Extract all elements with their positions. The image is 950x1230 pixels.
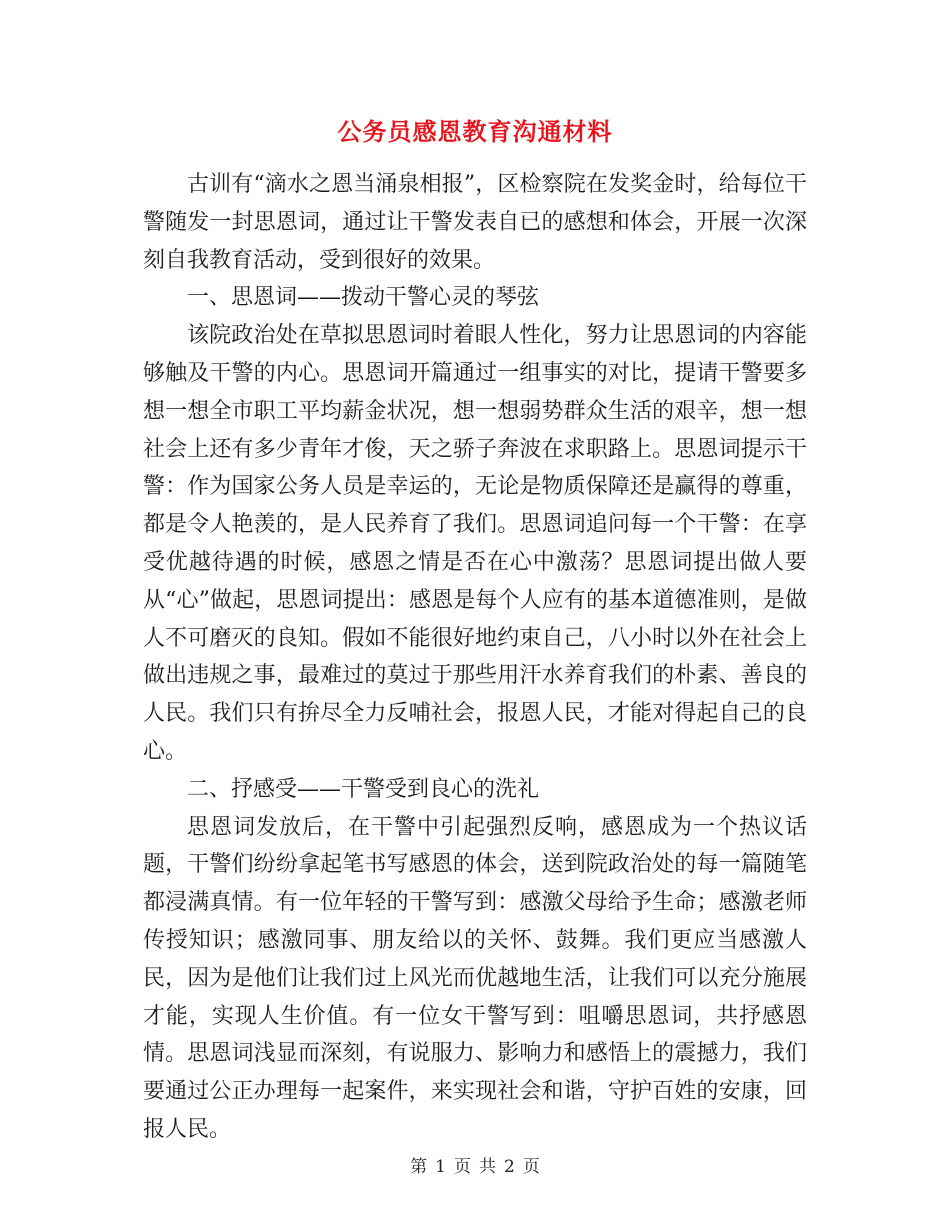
- footer-label-total: 共: [479, 1157, 496, 1177]
- paragraph-section-2: 思恩词发放后，在干警中引起强烈反响，感恩成为一个热议话题，干警们纷纷拿起笔书写感恩的体会，送到院政治处的每一篇随笔都浸满真情。有一位年轻的干警写到：感激父母给予生命；感激老师传授知识；感激同事、朋友给以的关怀、鼓舞。我们更应当感激人民，因为是他们让我们过上风光而优越地生活，让我们可以充分施展才能，实现人生价值。有一位女干警写到：咀嚼思恩词，共抒感恩情。思恩词浅显而深刻，有说服力、影响力和感悟上的震撼力，我们要通过公正办理每一起案件，来实现社会和谐，守护百姓的安康，回报人民。: [143, 814, 807, 1142]
- paragraph-intro: 古训有“滴水之恩当涌泉相报”，区检察院在发奖金时，给每位干警随发一封思恩词，通过让干警发表自已的感想和体会，开展一次深刻自我教育活动，受到很好的效果。: [143, 172, 807, 273]
- document-body: [143, 166, 807, 1149]
- paragraph-section-1: 该院政治处在草拟思恩词时着眼人性化，努力让思恩词的内容能够触及干警的内心。思恩词开篇通过一组事实的对比，提请干警要多想一想全市职工平均薪金状况，想一想弱势群众生活的艰辛，想一想社会上还有多少青年才俊，天之骄子奔波在求职路上。思恩词提示干警：作为国家公务人员是幸运的，无论是物质保障还是赢得的尊重，都是令人艳羡的，是人民养育了我们。思恩词追问每一个干警：在享受优越待遇的时候，感恩之情是否在心中激荡？思恩词提出做人要从“心”做起，思恩词提出：感恩是每个人应有的基本道德准则，是做人不可磨灭的良知。假如不能很好地约束自己，八小时以外在社会上做出违规之事，最难过的莫过于那些用汗水养育我们的朴素、善良的人民。我们只有拚尽全力反哺社会，报恩人民，才能对得起自己的良心。: [143, 323, 807, 764]
- footer-label-unit-2: 页: [522, 1157, 540, 1177]
- footer-label-unit: 页: [454, 1157, 471, 1177]
- footer-current-page: 1: [435, 1157, 446, 1177]
- footer-total-pages: 2: [504, 1157, 515, 1177]
- section-heading-2: 二、抒感受——干警受到良心的洗礼: [187, 776, 540, 802]
- footer-label-page: 第: [410, 1157, 428, 1177]
- page-footer: [0, 1152, 950, 1177]
- section-heading-1: 一、思恩词——拨动干警心灵的琴弦: [187, 285, 540, 311]
- document-title: 公务员感恩教育沟通材料: [337, 118, 613, 146]
